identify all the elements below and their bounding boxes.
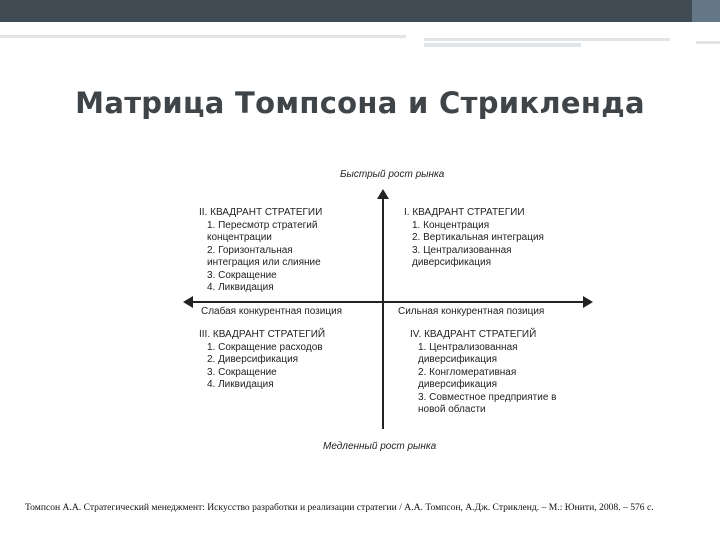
- top-bar-accent-band: [692, 0, 720, 22]
- strategy-item: 2. Вертикальная интеграция: [412, 232, 544, 243]
- axis-label-top: Быстрый рост рынка: [340, 169, 445, 180]
- axis-label-right: Сильная конкурентная позиция: [398, 306, 545, 317]
- strategy-item: 2. Диверсификация: [207, 354, 299, 365]
- strategy-item: 1. Концентрация: [412, 219, 490, 231]
- top-bar: [0, 0, 720, 22]
- vertical-axis-arrow-up: [377, 189, 389, 199]
- strategy-item: 3. Совместное предприятие в новой области: [418, 391, 557, 415]
- axis-label-bottom: Медленный рост рынка: [323, 441, 437, 452]
- quadrant-heading: I. КВАДРАНТ СТРАТЕГИИ: [404, 207, 525, 218]
- decor-rule: [424, 38, 670, 41]
- decor-rule: [696, 41, 720, 44]
- quadrant-3: [199, 329, 369, 392]
- strategy-item: 1. Централизованная диверсификация: [418, 341, 518, 365]
- quadrant-1: [404, 207, 572, 270]
- strategy-item: 4. Ликвидация: [207, 282, 274, 293]
- decor-rule: [424, 43, 581, 47]
- vertical-axis: [382, 195, 384, 429]
- strategy-item: 3. Сокращение: [207, 366, 277, 378]
- horizontal-axis-arrow-right: [583, 296, 593, 308]
- strategy-item: 2. Горизонтальная интеграция или слияние: [207, 244, 321, 268]
- strategy-item: 3. Централизованная диверсификация: [412, 244, 512, 268]
- quadrant-heading: III. КВАДРАНТ СТРАТЕГИЙ: [199, 329, 326, 340]
- horizontal-axis-arrow-left: [183, 296, 193, 308]
- axis-label-left: Слабая конкурентная позиция: [201, 306, 343, 317]
- quadrant-2: [199, 207, 369, 295]
- quadrant-heading: IV. КВАДРАНТ СТРАТЕГИЙ: [410, 329, 537, 340]
- strategy-item: 2. Конгломеративная диверсификация: [418, 366, 517, 390]
- strategy-item: 1. Пересмотр стратегий концентрации: [207, 219, 318, 243]
- slide-title: Матрица Томпсона и Стрикленда: [75, 86, 645, 120]
- quadrant-heading: II. КВАДРАНТ СТРАТЕГИИ: [199, 207, 323, 218]
- top-bar-dark-band: [0, 0, 692, 22]
- quadrant-4: [410, 329, 572, 417]
- strategy-item: 1. Сокращение расходов: [207, 341, 323, 353]
- strategy-item: 3. Сокращение: [207, 269, 277, 281]
- source-citation: Томпсон А.А. Стратегический менеджмент: Искусство разработки и реализации стратегии / А.А. Томпсон, А.Дж. Стрикленд. – М.: Юнити, 2008. – 576 с.: [25, 502, 654, 513]
- strategy-item: 4. Ликвидация: [207, 379, 274, 390]
- decor-rule: [0, 35, 406, 38]
- horizontal-axis: [190, 301, 584, 303]
